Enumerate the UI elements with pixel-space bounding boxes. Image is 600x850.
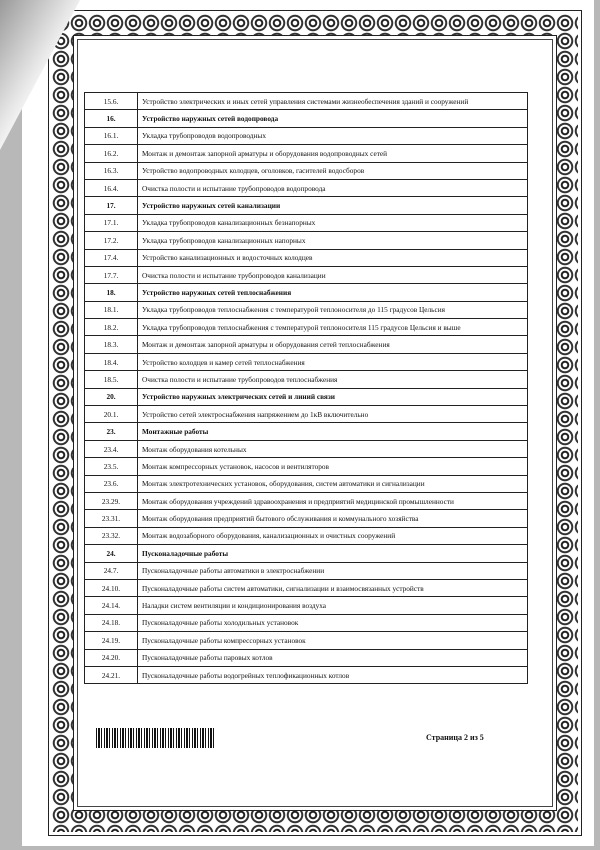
row-code: 18.5. <box>85 371 138 388</box>
table-row <box>85 597 528 614</box>
row-text: Укладка трубопроводов канализационных напорных <box>138 232 528 249</box>
table-row <box>85 371 528 388</box>
row-code: 23.4. <box>85 440 138 457</box>
row-code: 17.1. <box>85 214 138 231</box>
row-text: Пусконаладочные работы водогрейных теплофикационных котлов <box>138 666 528 683</box>
row-text: Монтаж оборудования предприятий бытового обслуживания и коммунального хозяйства <box>138 510 528 527</box>
row-code: 23.32. <box>85 527 138 544</box>
section-row <box>85 423 528 440</box>
table-row <box>85 145 528 162</box>
row-text: Очистка полости и испытание трубопроводов теплоснабжения <box>138 371 528 388</box>
row-text: Пусконаладочные работы компрессорных установок <box>138 632 528 649</box>
section-row <box>85 545 528 562</box>
table-row <box>85 93 528 110</box>
row-code: 23.6. <box>85 475 138 492</box>
row-code: 24.10. <box>85 579 138 596</box>
row-text: Укладка трубопроводов канализационных безнапорных <box>138 214 528 231</box>
table-row <box>85 214 528 231</box>
table-row <box>85 249 528 266</box>
row-code: 24. <box>85 545 138 562</box>
row-text: Устройство наружных сетей теплоснабжения <box>138 284 528 301</box>
section-row <box>85 284 528 301</box>
row-code: 18.3. <box>85 336 138 353</box>
row-code: 23.29. <box>85 492 138 509</box>
row-code: 16.1. <box>85 127 138 144</box>
table-row <box>85 614 528 631</box>
table-row <box>85 458 528 475</box>
row-text: Устройство сетей электроснабжения напряжением до 1кВ включительно <box>138 406 528 423</box>
table-row <box>85 162 528 179</box>
table-row <box>85 492 528 509</box>
row-text: Устройство наружных сетей канализации <box>138 197 528 214</box>
table-row <box>85 353 528 370</box>
table-row <box>85 406 528 423</box>
table-row <box>85 440 528 457</box>
row-text: Устройство электрических и иных сетей управления системами жизнеобеспечения зданий и сооружений <box>138 93 528 110</box>
row-code: 23.31. <box>85 510 138 527</box>
table-row <box>85 579 528 596</box>
row-text: Наладки систем вентиляции и кондиционирования воздуха <box>138 597 528 614</box>
table-row <box>85 336 528 353</box>
table-row <box>85 127 528 144</box>
row-code: 16. <box>85 110 138 127</box>
row-code: 17. <box>85 197 138 214</box>
table-row <box>85 301 528 318</box>
row-text: Укладка трубопроводов водопроводных <box>138 127 528 144</box>
row-code: 17.7. <box>85 266 138 283</box>
page-number: Страница 2 из 5 <box>426 733 484 742</box>
table-row <box>85 319 528 336</box>
row-code: 17.4. <box>85 249 138 266</box>
row-text: Очистка полости и испытание трубопроводов водопровода <box>138 179 528 196</box>
table-row <box>85 475 528 492</box>
row-text: Пусконаладочные работы холодильных установок <box>138 614 528 631</box>
row-code: 16.4. <box>85 179 138 196</box>
row-text: Укладка трубопроводов теплоснабжения с температурой теплоносителя до 115 градусов Цельсия <box>138 301 528 318</box>
row-text: Пусконаладочные работы систем автоматики, сигнализации и взаимосвязанных устройств <box>138 579 528 596</box>
table-row <box>85 527 528 544</box>
section-row <box>85 388 528 405</box>
row-text: Монтаж электротехнических установок, оборудования, систем автоматики и сигнализации <box>138 475 528 492</box>
row-code: 20.1. <box>85 406 138 423</box>
row-code: 18. <box>85 284 138 301</box>
row-code: 23. <box>85 423 138 440</box>
table-row <box>85 632 528 649</box>
row-text: Монтаж компрессорных установок, насосов и вентиляторов <box>138 458 528 475</box>
row-text: Монтаж и демонтаж запорной арматуры и оборудования водопроводных сетей <box>138 145 528 162</box>
row-text: Монтаж оборудования учреждений здравоохранения и предприятий медицинской промышленности <box>138 492 528 509</box>
table-row <box>85 266 528 283</box>
row-code: 24.18. <box>85 614 138 631</box>
table-row <box>85 562 528 579</box>
row-text: Монтажные работы <box>138 423 528 440</box>
row-code: 16.3. <box>85 162 138 179</box>
row-code: 24.19. <box>85 632 138 649</box>
row-text: Устройство наружных электрических сетей и линий связи <box>138 388 528 405</box>
row-code: 16.2. <box>85 145 138 162</box>
row-code: 20. <box>85 388 138 405</box>
row-code: 24.21. <box>85 666 138 683</box>
row-code: 18.4. <box>85 353 138 370</box>
table-row <box>85 179 528 196</box>
section-row <box>85 197 528 214</box>
row-text: Устройство канализационных и водосточных колодцев <box>138 249 528 266</box>
barcode <box>96 728 216 748</box>
section-row <box>85 110 528 127</box>
row-code: 18.2. <box>85 319 138 336</box>
table-row <box>85 232 528 249</box>
row-text: Пусконаладочные работы автоматики в электроснабжении <box>138 562 528 579</box>
row-text: Монтаж водозаборного оборудования, канализационных и очистных сооружений <box>138 527 528 544</box>
row-code: 23.5. <box>85 458 138 475</box>
row-code: 15.6. <box>85 93 138 110</box>
row-code: 18.1. <box>85 301 138 318</box>
works-table <box>84 92 528 684</box>
row-text: Монтаж оборудования котельных <box>138 440 528 457</box>
table-row <box>85 510 528 527</box>
row-code: 24.7. <box>85 562 138 579</box>
table-row <box>85 666 528 683</box>
row-text: Очистка полости и испытание трубопроводов канализации <box>138 266 528 283</box>
row-text: Пусконаладочные работы паровых котлов <box>138 649 528 666</box>
row-text: Укладка трубопроводов теплоснабжения с температурой теплоносителя 115 градусов Цельсия и выше <box>138 319 528 336</box>
row-text: Устройство колодцев и камер сетей теплоснабжения <box>138 353 528 370</box>
row-text: Пусконаладочные работы <box>138 545 528 562</box>
row-code: 24.14. <box>85 597 138 614</box>
row-text: Монтаж и демонтаж запорной арматуры и оборудования сетей теплоснабжения <box>138 336 528 353</box>
row-text: Устройство наружных сетей водопровода <box>138 110 528 127</box>
row-code: 17.2. <box>85 232 138 249</box>
table-row <box>85 649 528 666</box>
row-code: 24.20. <box>85 649 138 666</box>
row-text: Устройство водопроводных колодцев, оголовков, гасителей водосборов <box>138 162 528 179</box>
